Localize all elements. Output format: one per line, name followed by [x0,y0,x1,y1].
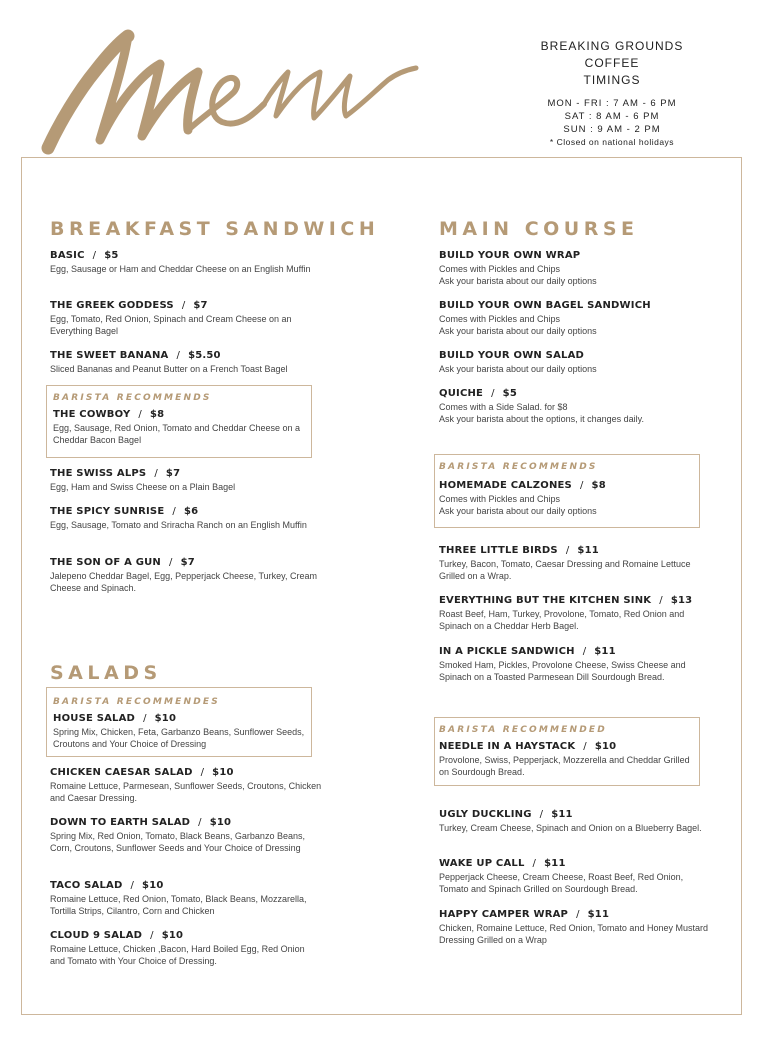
item-price: $10 [594,741,617,752]
menu-item: THE GREEK GODDESS / $7 Egg, Tomato, Red Onion, Spinach and Cream Cheese on an Everything Bagel [50,299,322,338]
hours-saturday: SAT : 8 AM - 6 PM [564,111,660,122]
item-desc: Spring Mix, Red Onion, Tomato, Black Beans, Garbanzo Beans, Corn, Croutons, Sunflower Seeds and Your Choice of Dressing [50,831,305,854]
item-name: HAPPY CAMPER WRAP [439,909,569,920]
menu-item: HAPPY CAMPER WRAP / $11 Chicken, Romaine Lettuce, Red Onion, Tomato and Honey Mustard Dressing Grilled on a Wrap [439,908,711,947]
item-name: IN A PICKLE SANDWICH [439,646,575,657]
item-price: $6 [183,506,199,517]
item-desc: Egg, Sausage, Tomato and Sriracha Ranch on an English Muffin [50,520,307,530]
item-name: BASIC [50,250,85,261]
menu-item: THE SPICY SUNRISE / $6 Egg, Sausage, Tomato and Sriracha Ranch on an English Muffin [50,505,322,531]
menu-item: THE SWEET BANANA / $5.50 Sliced Bananas and Peanut Butter on a French Toast Bagel [50,349,322,375]
menu-item: IN A PICKLE SANDWICH / $11 Smoked Ham, Pickles, Provolone Cheese, Swiss Cheese and Spinach on a Toasted Parmesean Dill Sourdough Bread. [439,645,711,684]
item-desc: Comes with a Side Salad. for $8 [439,402,568,412]
item-price: $10 [209,817,232,828]
item-desc: Comes with Pickles and Chips [439,264,561,274]
item-name: DOWN TO EARTH SALAD [50,817,191,828]
item-desc: Ask your barista about our daily options [439,506,597,517]
item-desc: Romaine Lettuce, Red Onion, Tomato, Black Beans, Mozzarella, Tortilla Strips, Cilantro, Corn and Chicken [50,894,307,917]
item-price: $10 [161,930,184,941]
item-name: UGLY DUCKLING [439,809,532,820]
item-desc: Egg, Tomato, Red Onion, Spinach and Cream Cheese on an Everything Bagel [50,314,292,337]
item-price: $5 [104,250,119,261]
item-price: $7 [180,557,195,568]
menu-item: THE SWISS ALPS / $7 Egg, Ham and Swiss Cheese on a Plain Bagel [50,467,322,493]
item-price: $11 [544,858,566,869]
menu-item: BASIC / $5 Egg, Sausage or Ham and Cheddar Cheese on an English Muffin [50,249,322,275]
menu-script-logo-icon [38,12,423,160]
item-name: NEEDLE IN A HAYSTACK [439,741,576,752]
menu-item: WAKE UP CALL / $11 Pepperjack Cheese, Cream Cheese, Roast Beef, Red Onion, Tomato and Spinach Grilled on Sourdough Bread. [439,857,711,896]
item-desc: Turkey, Bacon, Tomato, Caesar Dressing and Romaine Lettuce Grilled on a Wrap. [439,559,691,582]
item-desc: Egg, Sausage, Red Onion, Tomato and Cheddar Cheese on a Cheddar Bacon Bagel [53,423,301,446]
item-desc: Sliced Bananas and Peanut Butter on a French Toast Bagel [50,364,288,374]
item-name: BUILD YOUR OWN SALAD [439,350,585,361]
item-price: $11 [594,646,616,657]
item-name: THE COWBOY [53,409,131,420]
item-desc: Egg, Sausage or Ham and Cheddar Cheese on an English Muffin [50,264,311,274]
menu-item: UGLY DUCKLING / $11 Turkey, Cream Cheese, Spinach and Onion on a Blueberry Bagel. [439,808,711,834]
item-price: $10 [212,767,234,778]
item-desc: Ask your barista about our daily options [439,364,597,374]
holiday-note: * Closed on national holidays [549,137,675,147]
item-desc: Ask your barista about our daily options [439,326,597,337]
hours-block [512,38,712,148]
item-desc: Comes with Pickles and Chips [439,314,561,324]
recommended-item: BARISTA RECOMMENDS THE COWBOY / $8 Egg, Sausage, Red Onion, Tomato and Cheddar Cheese on a Cheddar Bacon Bagel [53,392,307,447]
shop-name: BREAKING GROUNDS COFFEE [540,39,684,70]
item-desc: Romaine Lettuce, Chicken ,Bacon, Hard Boiled Egg, Red Onion and Tomato with Your Choice of Dressing. [50,944,305,967]
main-course-title: MAIN COURSE [439,218,639,240]
menu-item: THREE LITTLE BIRDS / $11 Turkey, Bacon, Tomato, Caesar Dressing and Romaine Lettuce Grilled on a Wrap. [439,544,711,583]
item-desc: Ask your barista about the options, it changes daily. [439,414,644,425]
item-name: THE SPICY SUNRISE [50,506,165,517]
item-price: $5 [502,388,517,399]
item-price: $8 [149,409,165,420]
menu-item: CLOUD 9 SALAD / $10 Romaine Lettuce, Chicken ,Bacon, Hard Boiled Egg, Red Onion and Tomato with Your Choice of Dressing. [50,929,322,968]
item-desc: Turkey, Cream Cheese, Spinach and Onion on a Blueberry Bagel. [439,823,702,833]
item-price: $11 [551,809,573,820]
item-desc: Comes with Pickles and Chips [439,494,561,504]
item-price: $13 [670,595,693,606]
item-name: HOUSE SALAD [53,713,136,724]
menu-item: CHICKEN CAESAR SALAD / $10 Romaine Lettuce, Parmesean, Sunflower Seeds, Croutons, Chicken and Caesar Dressing. [50,767,322,804]
menu-item [439,299,711,338]
menu-item: TACO SALAD / $10 Romaine Lettuce, Red Onion, Tomato, Black Beans, Mozzarella, Tortilla Strips, Cilantro, Corn and Chicken [50,879,322,918]
item-price: $5.50 [188,350,221,361]
item-desc: Pepperjack Cheese, Cream Cheese, Roast Beef, Red Onion, Tomato and Spinach Grilled on Sourdough Bread. [439,872,684,895]
item-name: THE GREEK GODDESS [50,300,174,311]
barista-recommends-label: BARISTA RECOMMENDS [53,393,212,403]
item-name: TACO SALAD [50,880,123,891]
menu-item: DOWN TO EARTH SALAD / $10 Spring Mix, Red Onion, Tomato, Black Beans, Garbanzo Beans, Corn, Croutons, Sunflower Seeds and Your Choice of Dressing [50,816,322,855]
item-name: WAKE UP CALL [439,858,525,869]
item-name: THREE LITTLE BIRDS [439,545,558,556]
menu-item: EVERYTHING BUT THE KITCHEN SINK / $13 Roast Beef, Ham, Turkey, Provolone, Tomato, Red Onion and Spinach on a Cheddar Herb Bagel. [439,594,711,633]
barista-recommends-label: BARISTA RECOMMENDS [439,462,598,472]
item-price: $7 [165,468,181,479]
barista-recommends-label: BARISTA RECOMMENDES [53,697,220,707]
item-desc: Chicken, Romaine Lettuce, Red Onion, Tomato and Honey Mustard Dressing Grilled on a Wrap [439,923,708,946]
salads-title: SALADS [50,662,162,684]
barista-recommends-label: BARISTA RECOMMENDED [439,725,607,735]
menu-logo [38,12,423,160]
recommended-item: BARISTA RECOMMENDES HOUSE SALAD / $10 Spring Mix, Chicken, Feta, Garbanzo Beans, Sunflower Seeds, Croutons and Your Choice of Dressing [53,696,307,751]
menu-item: THE SON OF A GUN / $7 Jalepeno Cheddar Bagel, Egg, Pepperjack Cheese, Turkey, Cream Cheese and Spinach. [50,556,322,595]
item-price: $10 [142,880,164,891]
item-name: THE SON OF A GUN [50,557,161,568]
item-name: CHICKEN CAESAR SALAD [50,767,193,778]
item-desc: Ask your barista about our daily options [439,276,597,287]
item-price: $11 [577,545,599,556]
item-desc: Romaine Lettuce, Parmesean, Sunflower Seeds, Croutons, Chicken and Caesar Dressing. [50,781,322,804]
item-desc: Smoked Ham, Pickles, Provolone Cheese, Swiss Cheese and Spinach on a Toasted Parmesean Dill Sourdough Bread. [439,660,686,683]
item-name: QUICHE [439,388,484,399]
item-desc: Spring Mix, Chicken, Feta, Garbanzo Beans, Sunflower Seeds, Croutons and Your Choice of Dressing [53,727,305,750]
item-price: $11 [587,909,610,920]
menu-item: QUICHE / $5 Comes with a Side Salad. for $8 Ask your barista about the options, it changes daily. [439,387,711,426]
item-name: EVERYTHING BUT THE KITCHEN SINK [439,595,652,606]
breakfast-title: BREAKFAST SANDWICH [50,218,380,240]
recommended-item: BARISTA RECOMMENDED NEEDLE IN A HAYSTACK / $10 Provolone, Swiss, Pepperjack, Mozzerella and Cheddar Grilled on Sourdough Bread. [439,724,695,779]
item-desc: Egg, Ham and Swiss Cheese on a Plain Bagel [50,482,236,492]
item-name: BUILD YOUR OWN WRAP [439,250,581,261]
menu-item [439,349,711,375]
item-price: $8 [591,480,606,491]
timings-label: TIMINGS [583,73,641,87]
hours-weekday: MON - FRI : 7 AM - 6 PM [547,98,677,109]
hours-sunday: SUN : 9 AM - 2 PM [563,124,661,135]
menu-item [439,249,711,288]
item-desc: Jalepeno Cheddar Bagel, Egg, Pepperjack Cheese, Turkey, Cream Cheese and Spinach. [50,571,317,594]
item-price: $7 [193,300,208,311]
item-name: HOMEMADE CALZONES [439,480,572,491]
item-name: THE SWISS ALPS [50,468,147,479]
item-desc: Provolone, Swiss, Pepperjack, Mozzerella and Cheddar Grilled on Sourdough Bread. [439,755,690,778]
recommended-item: BARISTA RECOMMENDS HOMEMADE CALZONES / $8 Comes with Pickles and Chips Ask your barista about our daily options [439,461,695,518]
item-name: BUILD YOUR OWN BAGEL SANDWICH [439,300,651,311]
item-name: CLOUD 9 SALAD [50,930,143,941]
item-price: $10 [154,713,177,724]
item-desc: Roast Beef, Ham, Turkey, Provolone, Tomato, Red Onion and Spinach on a Cheddar Herb Bagel. [439,609,685,632]
item-name: THE SWEET BANANA [50,350,169,361]
